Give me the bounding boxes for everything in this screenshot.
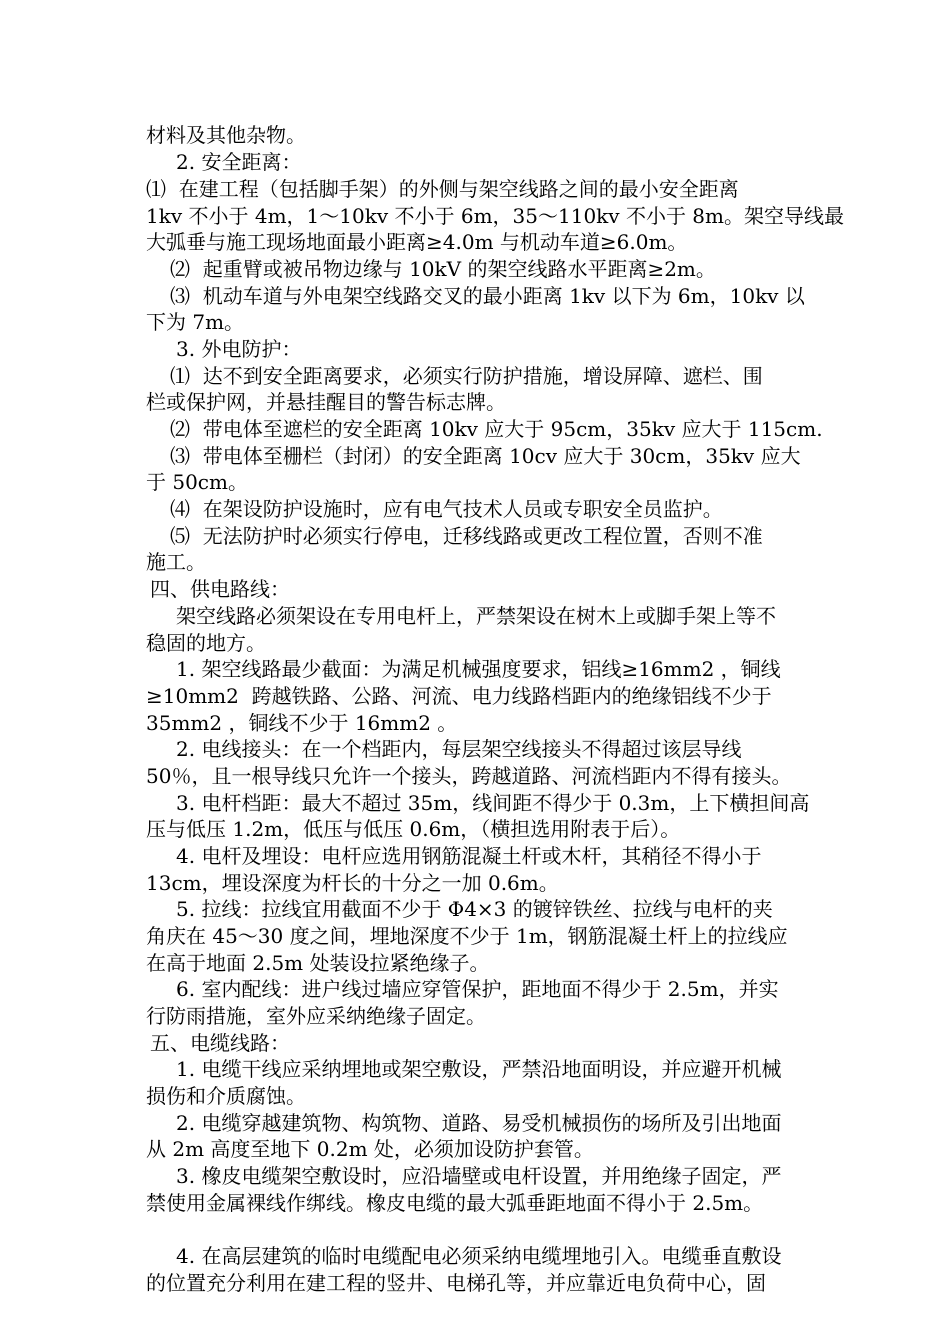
text-line: 材料及其他杂物。 xyxy=(146,123,306,147)
section-heading: 3. 外电防护： xyxy=(176,337,302,361)
text-line: ⑶ 带电体至栅栏（封闭）的安全距离 10cv 应大于 30cm，35kv 应大 xyxy=(170,444,801,468)
text-line: 下为 7m。 xyxy=(146,310,245,334)
text-line: 损伤和介质腐蚀。 xyxy=(146,1084,306,1108)
text-line: 2. 电线接头：在一个档距内，每层架空线接头不得超过该层导线 xyxy=(176,737,742,761)
text-line: 4. 电杆及埋设：电杆应选用钢筋混凝土杆或木杆，其稍径不得小于 xyxy=(176,844,762,868)
text-line: 的位置充分利用在建工程的竖井、电梯孔等，并应靠近电负荷中心，固 xyxy=(146,1271,766,1295)
text-line: 3. 电杆档距：最大不超过 35m，线间距不得少于 0.3m，上下横担间高 xyxy=(176,791,810,815)
text-line: ⑴ 在建工程（包括脚手架）的外侧与架空线路之间的最小安全距离 xyxy=(146,177,739,201)
text-line: 从 2m 高度至地下 0.2m 处，必须加设防护套管。 xyxy=(146,1137,594,1161)
text-line: 大弧垂与施工现场地面最小距离≥4.0m 与机动车道≥6.0m。 xyxy=(146,230,688,254)
text-line: 4. 在高层建筑的临时电缆配电必须采纳电缆埋地引入。电缆垂直敷设 xyxy=(176,1244,782,1268)
text-line: ⑵ 起重臂或被吊物边缘与 10kV 的架空线路水平距离≥2m。 xyxy=(170,257,716,281)
text-line: ⑶ 机动车道与外电架空线路交叉的最小距离 1kv 以下为 6m，10kv 以 xyxy=(170,284,805,308)
text-line: 压与低压 1.2m，低压与低压 0.6m，（横担选用附表于后）。 xyxy=(146,817,681,841)
text-line: 栏或保护网，并悬挂醒目的警告标志牌。 xyxy=(146,390,506,414)
text-line: ⑵ 带电体至遮栏的安全距离 10kv 应大于 95cm，35kv 应大于 115cm. xyxy=(170,417,823,441)
text-line: 1. 电缆干线应采纳埋地或架空敷设，严禁沿地面明设，并应避开机械 xyxy=(176,1057,782,1081)
text-line: 架空线路必须架设在专用电杆上，严禁架设在树木上或脚手架上等不 xyxy=(176,604,776,628)
text-line: 1kv 不小于 4m，1～10kv 不小于 6m，35～110kv 不小于 8m。架空导线最 xyxy=(146,204,844,228)
text-line: 角庆在 45～30 度之间，埋地深度不少于 1m，钢筋混凝土杆上的拉线应 xyxy=(146,924,788,948)
text-line: 13cm，埋设深度为杆长的十分之一加 0.6m。 xyxy=(146,871,559,895)
section-heading: 2. 安全距离： xyxy=(176,150,302,174)
chapter-heading: 五、电缆线路： xyxy=(150,1031,290,1055)
text-line: 稳固的地方。 xyxy=(146,631,266,655)
text-line: 禁使用金属裸线作绑线。橡皮电缆的最大弧垂距地面不得小于 2.5m。 xyxy=(146,1191,764,1215)
text-line: 5. 拉线：拉线宜用截面不少于 Φ4×3 的镀锌铁丝、拉线与电杆的夹 xyxy=(176,897,773,921)
text-line: 施工。 xyxy=(146,550,206,574)
text-line: ≥10mm2 跨越铁路、公路、河流、电力线路档距内的绝缘铝线不少于 xyxy=(146,684,772,708)
chapter-heading: 四、供电路线： xyxy=(150,577,290,601)
text-line: 50％，且一根导线只允许一个接头，跨越道路、河流档距内不得有接头。 xyxy=(146,764,792,788)
text-line: 1. 架空线路最少截面：为满足机械强度要求，铝线≥16mm2 ，铜线 xyxy=(176,657,781,681)
text-line: 2. 电缆穿越建筑物、构筑物、道路、易受机械损伤的场所及引出地面 xyxy=(176,1111,782,1135)
text-line: 35mm2 ，铜线不少于 16mm2 。 xyxy=(146,711,458,735)
text-line: 6. 室内配线：进户线过墙应穿管保护，距地面不得少于 2.5m，并实 xyxy=(176,977,779,1001)
text-line: ⑷ 在架设防护设施时，应有电气技术人员或专职安全员监护。 xyxy=(170,497,723,521)
text-line: 于 50cm。 xyxy=(146,470,248,494)
text-line: 行防雨措施，室外应采纳绝缘子固定。 xyxy=(146,1004,486,1028)
text-line: 3. 橡皮电缆架空敷设时，应沿墙壁或电杆设置，并用绝缘子固定，严 xyxy=(176,1164,782,1188)
text-line: 在高于地面 2.5m 处装设拉紧绝缘子。 xyxy=(146,951,490,975)
text-line: ⑴ 达不到安全距离要求，必须实行防护措施，增设屏障、遮栏、围 xyxy=(170,364,763,388)
text-line: ⑸ 无法防护时必须实行停电，迁移线路或更改工程位置，否则不准 xyxy=(170,524,763,548)
